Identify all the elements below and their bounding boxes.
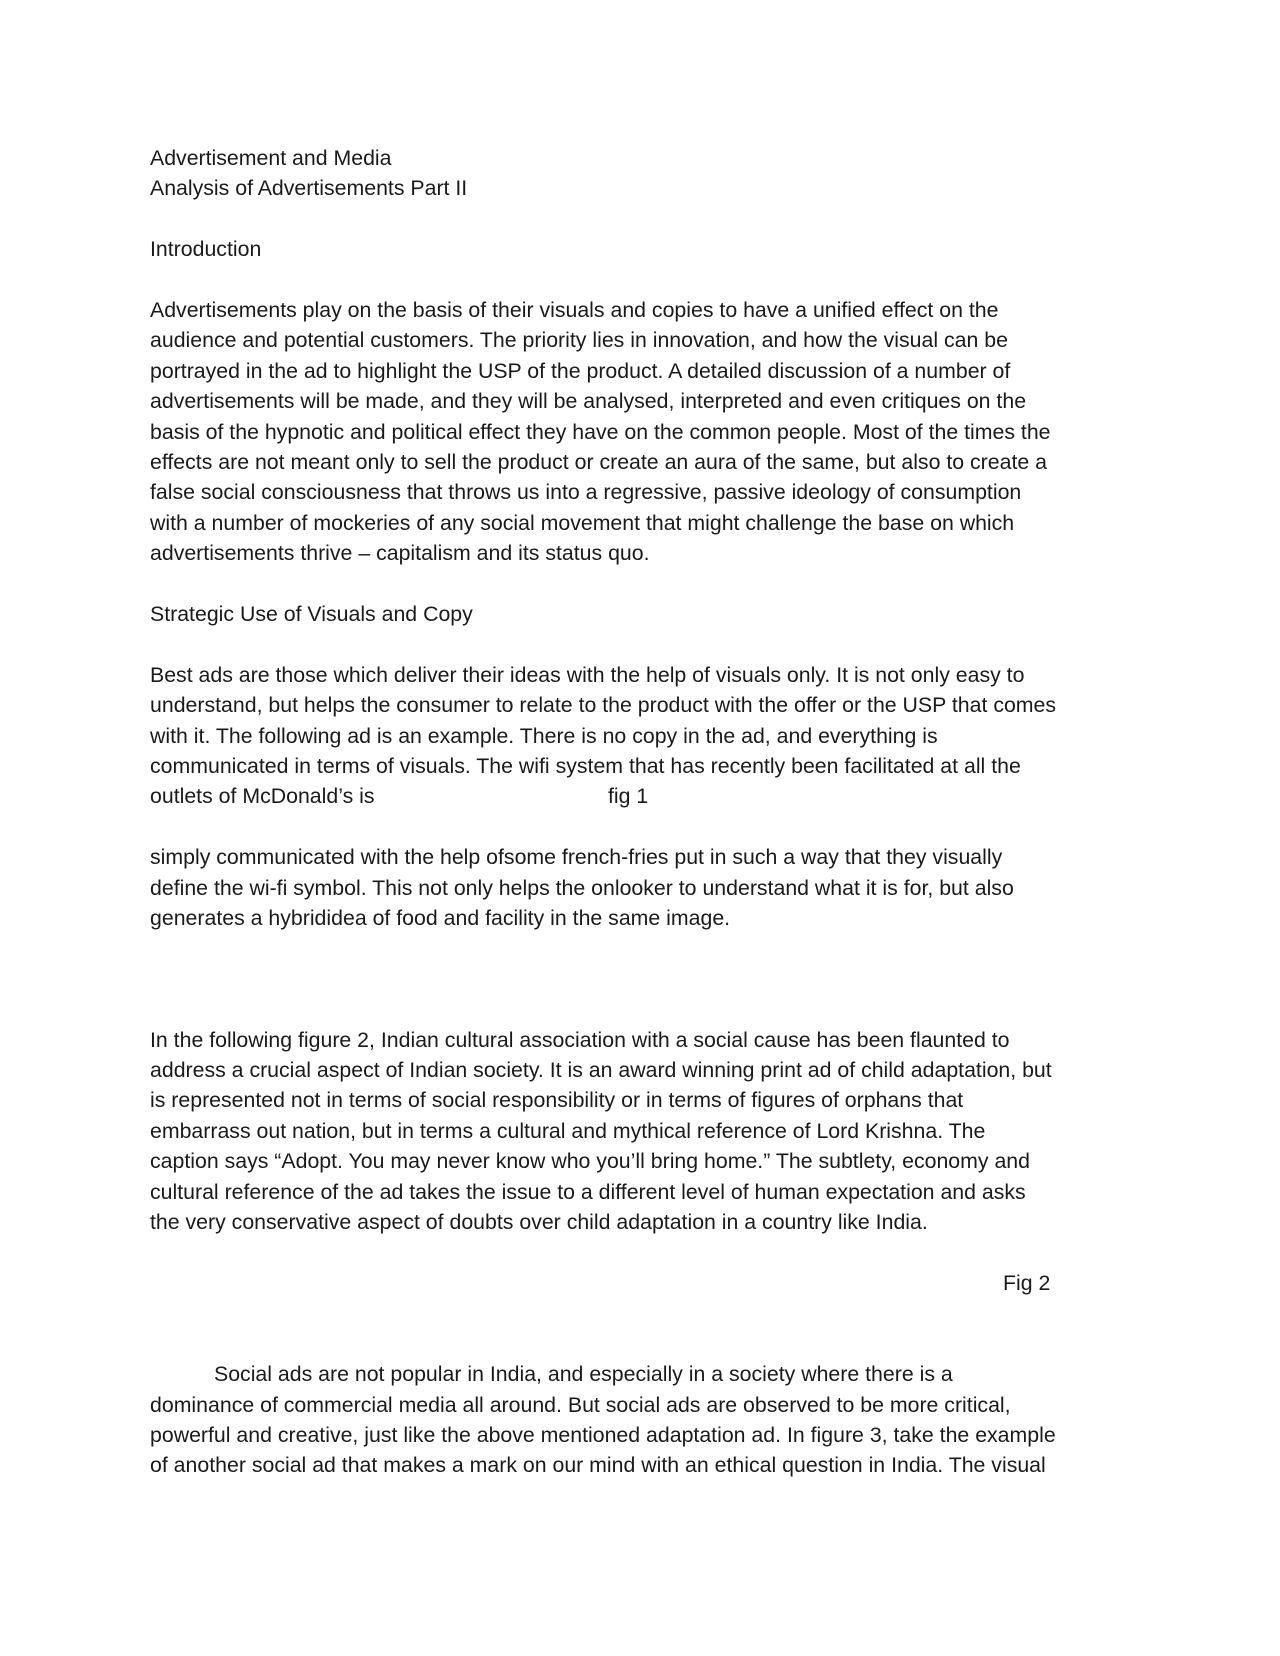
paragraph-line: embarrass out nation, but in terms a cultural and mythical reference of Lord Krishna. The: [150, 1118, 986, 1143]
paragraph-line: address a crucial aspect of Indian society. It is an award winning print ad of child adaptation, but: [150, 1058, 1052, 1083]
spacer: [150, 629, 1140, 659]
document-page: [150, 143, 1140, 1481]
spacer: [150, 204, 1140, 234]
figure-1-label: fig 1: [608, 784, 649, 809]
paragraph-line: with it. The following ad is an example. There is no copy in the ad, and everything is: [150, 723, 938, 748]
figure-2-paragraph: [150, 1025, 1140, 1238]
paragraph-line: portrayed in the ad to highlight the USP of the product. A detailed discussion of a number of: [150, 358, 1011, 383]
paragraph-line: generates a hybrididea of food and facility in the same image.: [150, 906, 731, 931]
paragraph-line: In the following figure 2, Indian cultural association with a social cause has been flaunted to: [150, 1027, 1010, 1052]
spacer: [150, 265, 1140, 295]
paragraph-line: the very conservative aspect of doubts over child adaptation in a country like India.: [150, 1210, 928, 1235]
strategic-use-heading: Strategic Use of Visuals and Copy: [150, 602, 473, 627]
introduction-heading: Introduction: [150, 237, 262, 262]
figure-2-label: Fig 2: [1003, 1270, 1051, 1295]
paragraph-line: audience and potential customers. The priority lies in innovation, and how the visual can be: [150, 328, 1008, 353]
paragraph-line: is represented not in terms of social responsibility or in terms of figures of orphans that: [150, 1088, 964, 1113]
paragraph-line: cultural reference of the ad takes the issue to a different level of human expectation and asks: [150, 1179, 1026, 1204]
course-title: Advertisement and Media: [150, 146, 392, 170]
paragraph-line: basis of the hypnotic and political effect they have on the common people. Most of the times the: [150, 419, 1051, 444]
paragraph-line: caption says “Adopt. You may never know who you’ll bring home.” The subtlety, economy and: [150, 1149, 1030, 1174]
paragraph-line: Best ads are those which deliver their ideas with the help of visuals only. It is not only easy to: [150, 662, 1025, 687]
paragraph-line: advertisements will be made, and they will be analysed, interpreted and even critiques on the: [150, 389, 1027, 414]
paragraph-line: powerful and creative, just like the above mentioned adaptation ad. In figure 3, take the example: [150, 1422, 1056, 1447]
spacer: [150, 812, 1140, 842]
paragraph-line-text: outlets of McDonald’s is: [150, 784, 375, 809]
paragraph-line: false social consciousness that throws us into a regressive, passive ideology of consumption: [150, 480, 1022, 505]
spacer: [150, 933, 1140, 1024]
spacer: [150, 1238, 1140, 1268]
paragraph-line: Advertisements play on the basis of their visuals and copies to have a unified effect on the: [150, 298, 999, 322]
paragraph-line-with-figure: [150, 781, 1140, 811]
paragraph-line: of another social ad that makes a mark on our mind with an ethical question in India. The visual: [150, 1453, 1046, 1478]
strategic-paragraph: [150, 660, 1140, 812]
paragraph-line: advertisements thrive – capitalism and its status quo.: [150, 541, 650, 566]
paragraph-line: with a number of mockeries of any social movement that might challenge the base on which: [150, 510, 1015, 535]
paragraph-line: Social ads are not popular in India, and especially in a society where there is a: [214, 1362, 953, 1387]
paragraph-line: understand, but helps the consumer to relate to the product with the offer or the USP that comes: [150, 693, 1057, 718]
document-title: Analysis of Advertisements Part II: [150, 176, 468, 201]
wifi-paragraph: [150, 842, 1140, 933]
spacer: [150, 569, 1140, 599]
paragraph-line: dominance of commercial media all around. But social ads are observed to be more critical,: [150, 1392, 1011, 1417]
paragraph-line: communicated in terms of visuals. The wifi system that has recently been facilitated at all the: [150, 754, 1021, 779]
spacer: [150, 1298, 1140, 1359]
paragraph-line: define the wi-fi symbol. This not only helps the onlooker to understand what it is for, but also: [150, 875, 1014, 900]
paragraph-line: effects are not meant only to sell the product or create an aura of the same, but also to create a: [150, 450, 1047, 475]
paragraph-line: simply communicated with the help ofsome french-fries put in such a way that they visually: [150, 845, 1003, 870]
social-ads-paragraph: [150, 1359, 1140, 1481]
introduction-paragraph: [150, 295, 1140, 569]
